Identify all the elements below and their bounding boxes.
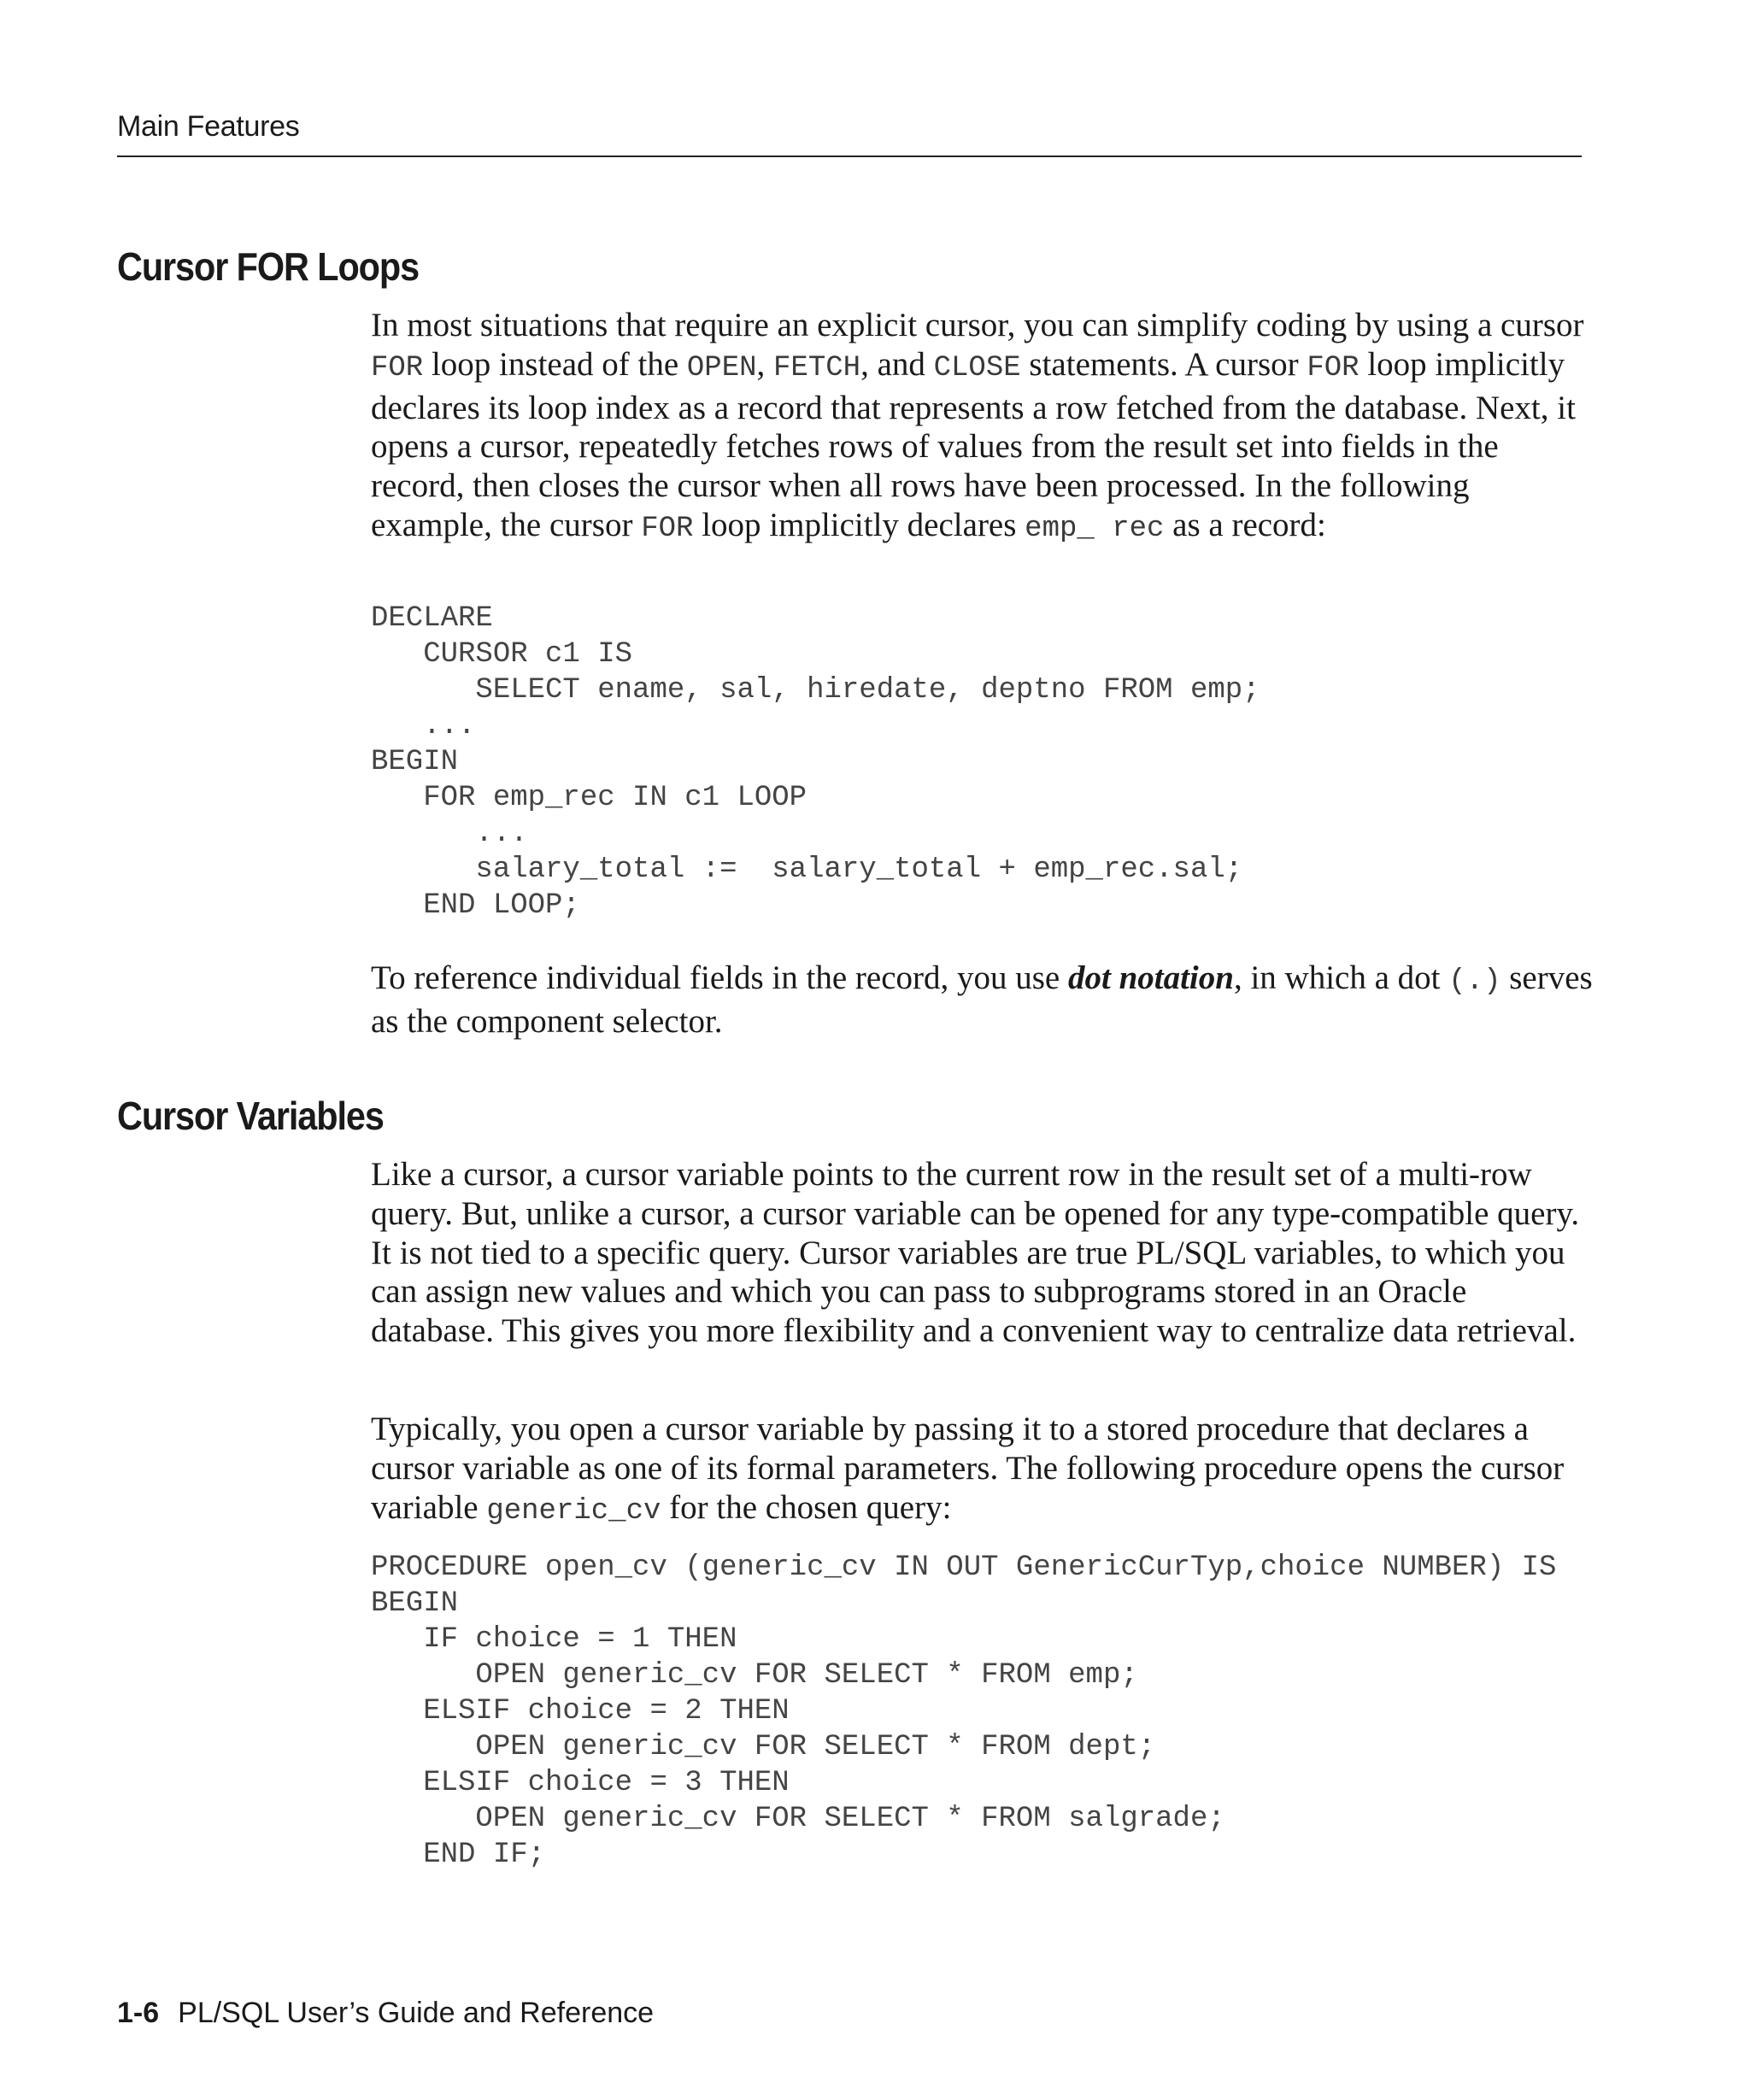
- code-line: OPEN generic_cv FOR SELECT * FROM salgrade;: [371, 1803, 1225, 1835]
- code-line: BEGIN: [371, 1587, 459, 1620]
- code-line: DECLARE: [371, 602, 493, 635]
- text: , and: [860, 345, 934, 383]
- paragraph-dot-notation: [371, 959, 1593, 1041]
- code-inline: generic_cv: [486, 1494, 661, 1528]
- code-inline: FOR: [371, 351, 424, 384]
- text: In most situations that require an explicit cursor, you can simplify coding by using a cursor: [371, 307, 1584, 343]
- code-line: ...: [371, 710, 476, 742]
- page-footer: [117, 1996, 654, 2030]
- header-rule: [117, 155, 1582, 157]
- code-line: ELSIF choice = 3 THEN: [371, 1767, 790, 1799]
- section-heading-cursor-for-loops: Cursor FOR Loops: [117, 244, 420, 289]
- code-line: CURSOR c1 IS: [371, 638, 633, 671]
- code-line: salary_total := salary_total + emp_rec.sal;: [371, 853, 1243, 886]
- text: Typically, you open a cursor variable by passing it to a stored procedure that declares a cursor variable as one of its formal parameters. The following procedure opens the cursor variable: [371, 1411, 1565, 1526]
- code-line: END IF;: [371, 1839, 546, 1871]
- code-line: ...: [371, 818, 528, 850]
- code-block-open-cv: [371, 1550, 1556, 1873]
- running-header: Main Features: [117, 110, 300, 143]
- section-heading-cursor-variables: Cursor Variables: [117, 1094, 384, 1138]
- text: serves as the component selector.: [371, 959, 1593, 1040]
- text: as a record:: [1164, 506, 1326, 543]
- code-inline: FOR: [1307, 351, 1359, 384]
- text: loop implicitly declares: [693, 506, 1025, 543]
- text: statements. A cursor: [1020, 345, 1307, 383]
- text: , in which a dot: [1233, 959, 1449, 996]
- text: loop instead of the: [423, 345, 687, 383]
- text: loop implicitly declares its loop index as a record that represents a row fetched from the database. Next, it opens a cursor, repeatedly fetches rows of values from the result set into fields in the record, then closes the cursor when all rows have been processed. In the following example, the cursor: [371, 345, 1576, 543]
- paragraph-cursor-for-intro: [371, 306, 1593, 549]
- code-line: FOR emp_rec IN c1 LOOP: [371, 782, 807, 814]
- code-inline: emp_ rec: [1025, 512, 1165, 545]
- code-inline: FETCH: [773, 351, 861, 384]
- code-line: ELSIF choice = 2 THEN: [371, 1695, 790, 1728]
- code-line: SELECT ename, sal, hiredate, deptno FROM emp;: [371, 674, 1260, 707]
- code-line: PROCEDURE open_cv (generic_cv IN OUT GenericCurTyp,choice NUMBER) IS: [371, 1552, 1557, 1584]
- term-dot-notation: dot notation: [1067, 959, 1234, 996]
- code-line: IF choice = 1 THEN: [371, 1623, 737, 1656]
- page-number: 1-6: [117, 1997, 160, 2029]
- code-line: OPEN generic_cv FOR SELECT * FROM dept;: [371, 1731, 1156, 1763]
- book-title: PL/SQL User’s Guide and Reference: [178, 1997, 655, 2029]
- paragraph-open-cursor-variable: [371, 1410, 1593, 1531]
- code-inline: CLOSE: [933, 351, 1021, 384]
- text: ,: [756, 345, 774, 383]
- code-line: BEGIN: [371, 746, 459, 778]
- text: To reference individual fields in the record, you use: [371, 959, 1068, 996]
- paragraph-cursor-variables-intro: Like a cursor, a cursor variable points to the current row in the result set of a multi-row query. But, unlike a cursor, a cursor variable can be opened for any type-compatible query. It is not tied to a specific query. Cursor variables are true PL/SQL variables, to which you can assign new values and which you can pass to subprograms stored in an Oracle database. This gives you more flexibility and a convenient way to centralize data retrieval.: [371, 1156, 1580, 1350]
- code-block-cursor-for: [371, 601, 1260, 924]
- code-inline: FOR: [641, 512, 694, 545]
- text: for the chosen query:: [661, 1488, 952, 1526]
- code-inline: OPEN: [686, 351, 757, 384]
- code-line: OPEN generic_cv FOR SELECT * FROM emp;: [371, 1659, 1138, 1692]
- code-line: END LOOP;: [371, 889, 580, 922]
- code-inline: (.): [1448, 965, 1501, 998]
